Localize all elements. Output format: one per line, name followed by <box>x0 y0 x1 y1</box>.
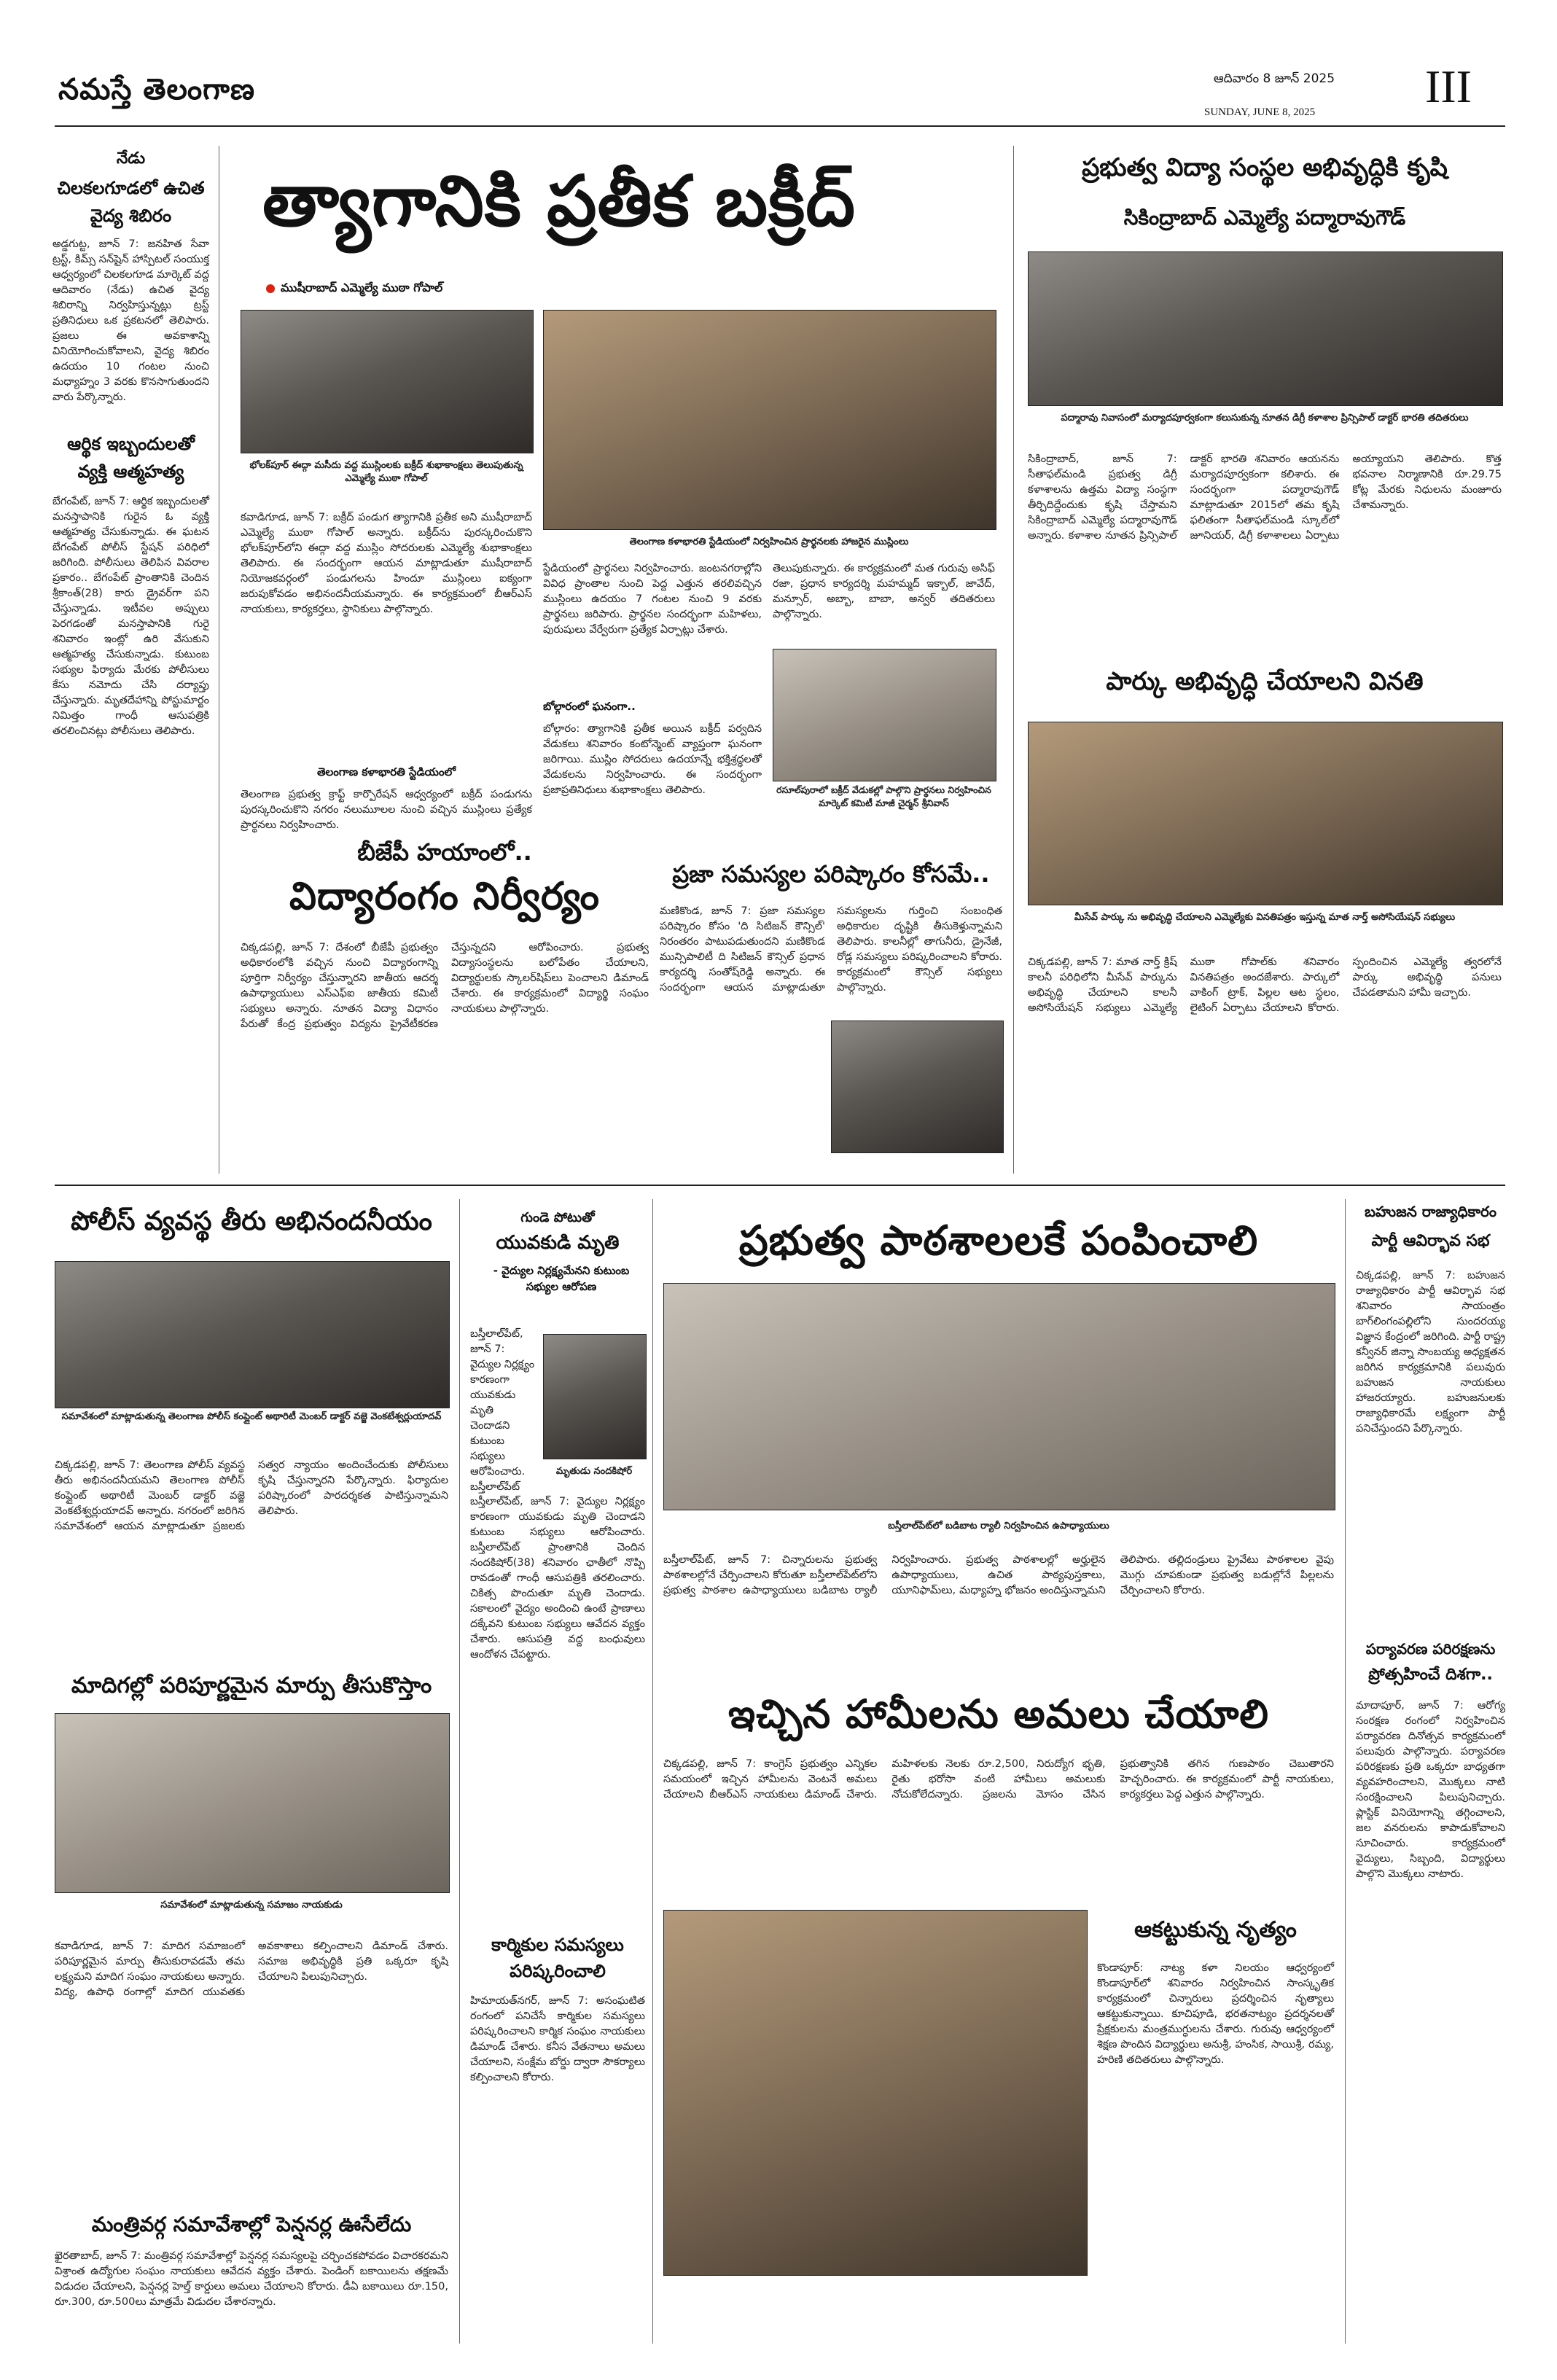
madiga-photo <box>55 1713 450 1893</box>
pensioners-body: ఖైరతాబాద్, జూన్ 7: మంత్రివర్గ సమావేశాల్లో పెన్షనర్ల సమస్యలపై చర్చించకపోవడం విచారకరమని విశ్రాంత ఉద్యోగుల సంఘం నాయకులు ఆవేదన వ్యక్తం చేశారు. పెండింగ్ బకాయిలను తక్షణమే విడుదల చేయాలని, పెన్షనర్ల హెల్త్ కార్డులు అమలు చేయాలని కోరారు. డీఏ బకాయిలు రూ.150, రూ.300, రూ.500లు మాత్రమే విడుదల చేశారన్నారు. <box>55 2250 448 2308</box>
right-photo <box>1028 251 1503 406</box>
school-photo <box>663 1283 1335 1510</box>
left-headline-2: ఆర్థిక ఇబ్బందులతో వ్యక్తి ఆత్మహత్య <box>67 434 195 482</box>
right-headline-2: పార్కు అభివృద్ధి చేయాలని వినతి <box>1106 667 1424 696</box>
lead-photo-2-caption: తెలంగాణ కళాభారతి స్టేడియంలో నిర్వహించిన ప్రార్థనలకు హాజరైన ముస్లింలు <box>629 537 909 547</box>
police-photo <box>55 1261 450 1408</box>
lead-body-5: తెలుపుకున్నారు. ఈ కార్యక్రమంలో మత గురువు అసిఫ్ రజా, ప్రధాన కార్యదర్శి మహమ్మద్ ఇక్బాల్, జావేద్, మన్సూర్, అబ్బా, బాబా, అన్వర్ తదితరులు పాల్గొన్నారు. <box>773 563 995 620</box>
death-body-cont: బస్తీలాల్‌పేట్, జూన్ 7: వైద్యుల నిర్లక్ష్యం కారణంగా యువకుడు మృతి చెందాడని కుటుంబ సభ్యులు ఆరోపించారు. బస్తీలాల్‌పేట్ ప్రాంతానికి చెందిన నందకిషోర్(38) శనివారం ఛాతీలో నొప్పి రావడంతో గాంధీ ఆసుపత్రికి తరలించారు. చికిత్స పొందుతూ మృతి చెందాడు. సకాలంలో వైద్యం అందించి ఉంటే ప్రాణాలు దక్కేవని కుటుంబ సభ్యులు ఆవేదన వ్యక్తం చేశారు. ఆసుపత్రి వద్ద బంధువులు ఆందోళన చేపట్టారు. <box>470 1496 645 1661</box>
left-kicker: నేడు <box>116 149 146 168</box>
lead-headline: త్యాగానికి ప్రతీక బక్రీద్ <box>262 160 856 242</box>
lead-body-2: తెలంగాణ ప్రభుత్వ క్రాఫ్ట్ కార్పొరేషన్ ఆధ్వర్యంలో బక్రీద్ పండుగను పురస్కరించుకొని నగరం నలుమూలల నుంచి వచ్చిన ముస్లింలు ప్రత్యేక ప్రార్థనలు నిర్వహించారు. <box>241 789 532 831</box>
column-divider <box>1013 146 1014 1174</box>
police-headline: పోలీస్ వ్యవస్థ తీరు అభినందనీయం <box>71 1206 432 1236</box>
school-headline: ప్రభుత్వ పాఠశాలలకే పంపించాలి <box>738 1217 1259 1265</box>
school-body: బస్తీలాల్‌పేట్, జూన్ 7: చిన్నారులను ప్రభుత్వ పాఠశాలల్లోనే చేర్పించాలని కోరుతూ బస్తీలాల్‌పేట్‌లోని ప్రభుత్వ పాఠశాల ఉపాధ్యాయులు బడిబాట ర్యాలీ నిర్వహించారు. ప్రభుత్వ పాఠశాలల్లో అర్హులైన ఉపాధ్యాయులు, ఉచిత పాఠ్యపుస్తకాలు, యూనిఫామ్‌లు, మధ్యాహ్న భోజనం అందిస్తున్నామని తెలిపారు. తల్లిదండ్రులు ప్రైవేటు పాఠశాలల వైపు మొగ్గు చూపకుండా ప్రభుత్వ బడుల్లోనే పిల్లలను చేర్పించాలని కోరారు. <box>663 1554 1334 1596</box>
lead-photo-3 <box>773 649 996 781</box>
workers-headline: కార్మికుల సమస్యలు పరిష్కరించాలి <box>491 1935 624 1981</box>
lead-subhead-1: తెలంగాణ కళాభారతి స్టేడియంలో <box>316 765 456 779</box>
lead-body-3: స్టేడియంలో ప్రార్థనలు నిర్వహించారు. జంటనగరాల్లోని వివిధ ప్రాంతాల నుంచి పెద్ద ఎత్తున తరలివచ్చిన ముస్లింలు ఉదయం 7 గంటల నుంచి 9 వరకు ప్రార్థనలు జరిపారు. ప్రార్థనల సందర్భంగా మహిళలు, పురుషులు వేర్వేరుగా ప్రత్యేక ఏర్పాట్లు చేశారు. <box>543 563 762 636</box>
lead-photo-3-caption: రసూల్‌పురాలో బక్రీద్ వేడుకల్లో పాల్గొని ప్రార్థనలు నిర్వహించిన మార్కెట్ కమిటీ మాజీ చైర్మన్ శ్రీనివాస్ <box>776 784 991 808</box>
pensioners-headline: మంత్రివర్గ సమావేశాల్లో పెన్షనర్ల ఊసేలేదు <box>91 2212 412 2236</box>
school-photo-caption: బస్తీలాల్‌పేట్‌లో బడిబాట ర్యాలీ నిర్వహించిన ఉపాధ్యాయులు <box>888 1521 1109 1532</box>
bullet-icon <box>266 284 275 293</box>
environment-body: మాదాపూర్, జూన్ 7: ఆరోగ్య సంరక్షణ రంగంలో నిర్వహించిన పర్యావరణ దినోత్సవ కార్యక్రమంలో పలువురు పాల్గొన్నారు. పర్యావరణ పరిరక్షణకు ప్రతి ఒక్కరూ బాధ్యతగా వ్యవహరించాలని, మొక్కలు నాటి సంరక్షించాలని పిలుపునిచ్చారు. ప్లాస్టిక్ వినియోగాన్ని తగ్గించాలని, జల వనరులను కాపాడుకోవాలని సూచించారు. కార్యక్రమంలో వైద్యులు, సిబ్బంది, విద్యార్థులు పాల్గొని మొక్కలు నాటారు. <box>1356 1700 1505 1880</box>
page-number: III <box>1425 61 1472 112</box>
column-divider <box>1345 1199 1346 2344</box>
death-headline: యువకుడి మృతి <box>496 1232 620 1254</box>
masthead-date-en: SUNDAY, JUNE 8, 2025 <box>1204 106 1316 118</box>
environment-kicker: పర్యావరణ పరిరక్షణను <box>1365 1640 1496 1658</box>
madiga-headline: మాదిగల్లో పరిపూర్ణమైన మార్పు తీసుకొస్తాం <box>71 1673 432 1698</box>
workers-body: హిమాయత్‌నగర్, జూన్ 7: అసంఘటిత రంగంలో పనిచేసే కార్మికుల సమస్యలు పరిష్కరించాలని కార్మిక సంఘం నాయకులు డిమాండ్ చేశారు. కనీస వేతనాలు అమలు చేయాలని, సంక్షేమ బోర్డు ద్వారా సౌకర్యాలు కల్పించాలని కోరారు. <box>470 1995 645 2083</box>
mid-right-photo <box>831 1021 1004 1153</box>
mid-body: చిక్కడపల్లి, జూన్ 7: దేశంలో బీజేపీ ప్రభుత్వం అధికారంలోకి వచ్చిన నుంచి విద్యారంగాన్ని పూర్తిగా నిర్వీర్యం చేస్తున్నారని జాతీయ ఆదర్శ ఉపాధ్యాయులు ఎస్ఎఫ్ఐ జాతీయ కమిటీ సభ్యులు అన్నారు. నూతన విద్యా విధానం పేరుతో కేంద్ర ప్రభుత్వం విద్యను ప్రైవేటీకరణ చేస్తున్నదని ఆరోపించారు. ప్రభుత్వ విద్యాసంస్థలను బలోపేతం చేయాలని, విద్యార్థులకు స్కాలర్‌షిప్‌లు పెంచాలని డిమాండ్ చేశారు. ఈ కార్యక్రమంలో విద్యార్థి సంఘం నాయకులు పాల్గొన్నారు. <box>241 942 649 1030</box>
dance-headline: ఆకట్టుకున్న నృత్యం <box>1134 1917 1297 1943</box>
mid-kicker: బీజేపీ హయాంలో.. <box>357 838 532 866</box>
dance-body: కొండాపూర్: నాట్య కళా నిలయం ఆధ్వర్యంలో కొండాపూర్‌లో శనివారం నిర్వహించిన సాంస్కృతిక కార్యక్రమంలో చిన్నారులు ప్రదర్శించిన నృత్యాలు ఆకట్టుకున్నాయి. కూచిపూడి, భరతనాట్యం ప్రదర్శనలతో ప్రేక్షకులను మంత్రముగ్ధులను చేశారు. గురువు ఆధ్వర్యంలో శిక్షణ పొందిన విద్యార్థులు అనుశ్రీ, హంసిక, సాయిశ్రీ, రమ్య, హరిణి తదితరులు పాల్గొన్నారు. <box>1097 1962 1334 2066</box>
right-photo-caption: పద్మారావు నివాసంలో మర్యాదపూర్వకంగా కలుసుకున్న నూతన డిగ్రీ కళాశాల ప్రిన్సిపాల్ డాక్టర్ భారతి తదితరులు <box>1061 413 1469 424</box>
lead-subhead-2: బోల్గారంలో ఘనంగా.. <box>543 700 636 713</box>
left-column <box>52 149 209 739</box>
column-divider <box>652 1199 653 2344</box>
police-photo-caption: సమావేశంలో మాట్లాడుతున్న తెలంగాణ పోలీస్ కంప్లైంట్ అథారిటీ మెంబర్ డాక్టర్ వజ్జె వెంకటేశ్వర్లుయాదవ్ <box>61 1411 442 1422</box>
lead-byline <box>266 281 442 297</box>
left-article-body: అడ్డగుట్ట, జూన్ 7: జనహిత సేవా ట్రస్ట్, కిమ్స్ సన్‌షైన్ హాస్పిటల్ సంయుక్త ఆధ్వర్యంలో చిలకలగూడ మార్కెట్ వద్ద ఆదివారం (నేడు) ఉచిత వైద్య శిబిరాన్ని నిర్వహిస్తున్నట్లు ట్రస్ట్ ప్రతినిధులు ఒక ప్రకటనలో తెలిపారు. ప్రజలు ఈ అవకాశాన్ని వినియోగించుకోవాలని, వైద్య శిబిరం ఉదయం 10 గంటల నుంచి మధ్యాహ్నం 3 వరకు కొనసాగుతుందని వారు పేర్కొన్నారు. <box>52 238 209 403</box>
environment-headline: ప్రోత్సహించే దిశగా.. <box>1368 1666 1493 1684</box>
right-headline: ప్రభుత్వ విద్యా సంస్థల అభివృద్ధికి కృషి <box>1082 153 1448 182</box>
left-headline: చిలకలగూడలో ఉచిత వైద్య శిబిరం <box>57 178 205 226</box>
right-body: సికింద్రాబాద్, జూన్ 7: సీతాఫల్‌మండి ప్రభుత్వ డిగ్రీ కళాశాలను ఉత్తమ విద్యా సంస్థగా తీర్చిదిద్దేందుకు కృషి చేస్తామని సికింద్రాబాద్ ఎమ్మెల్యే పద్మారావుగౌడ్ అన్నారు. కళాశాల నూతన ప్రిన్సిపాల్ డాక్టర్ భారతి శనివారం ఆయనను మర్యాదపూర్వకంగా కలిశారు. ఈ సందర్భంగా పద్మారావుగౌడ్ మాట్లాడుతూ 2015లో తమ కృషి ఫలితంగా సీతాఫల్‌మండి స్కూల్‌లో జూనియర్, డిగ్రీ కళాశాలలు ఏర్పాటు అయ్యాయని తెలిపారు. కొత్త భవనాల నిర్మాణానికి రూ.29.75 కోట్ల మేరకు నిధులను మంజూరు చేశామన్నారు. <box>1028 453 1502 542</box>
mid-right-body: మణికొండ, జూన్ 7: ప్రజా సమస్యల పరిష్కారం కోసం 'ది సిటిజన్ కౌన్సిల్' నిరంతరం పాటుపడుతుందని మణికొండ మున్సిపాలిటీ ది సిటిజన్ కౌన్సిల్ ప్రధాన కార్యదర్శి సంతోష్‌రెడ్డి అన్నారు. ఈ సందర్భంగా ఆయన మాట్లాడుతూ సమస్యలను గుర్తించి సంబంధిత అధికారుల దృష్టికి తీసుకెళ్తున్నామని తెలిపారు. కాలనీల్లో తాగునీరు, డ్రైనేజీ, రోడ్ల సమస్యలు పరిష్కరించాలని కోరారు. కార్యక్రమంలో కౌన్సిల్ సభ్యులు పాల్గొన్నారు. <box>660 905 1002 994</box>
bahujan-kicker: బహుజన రాజ్యాధికారం <box>1365 1203 1496 1220</box>
column-divider <box>459 1199 460 2344</box>
right-photo-2 <box>1028 722 1503 905</box>
lead-body-4: బోల్గారం: త్యాగానికి ప్రతీక అయిన బక్రీద్ పర్వదిన వేడుకలు శనివారం కంటోన్మెంట్ వ్యాప్తంగా ఘనంగా జరిగాయి. ముస్లిం సోదరులు ఉదయాన్నే భక్తిశ్రద్ధలతో వేడుకలను నిర్వహించారు. ఈ సందర్భంగా ప్రజాప్రతినిధులు శుభాకాంక్షలు తెలిపారు. <box>543 723 762 796</box>
right-photo-2-caption: మీసేవ్ పార్కు ను అభివృద్ధి చేయాలని ఎమ్మెల్యేకు వినతిపత్రం ఇస్తున్న మాత నార్త్ అసోసియేషన్ సభ్యులు <box>1074 912 1456 923</box>
right-body-2: చిక్కడపల్లి, జూన్ 7: మాత నార్త్ క్రిష్ కాలనీ పరిధిలోని మీసేవ్ పార్కును అభివృద్ధి చేయాలని కాలనీ అసోసియేషన్ సభ్యులు ఎమ్మెల్యే ముఠా గోపాల్‌కు శనివారం వినతిపత్రం అందజేశారు. పార్కులో వాకింగ్ ట్రాక్, పిల్లల ఆట స్థలం, లైటింగ్ ఏర్పాటు చేయాలని కోరారు. స్పందించిన ఎమ్మెల్యే త్వరలోనే పార్కు అభివృద్ధి పనులు చేపడతామని హామీ ఇచ్చారు. <box>1028 956 1502 1014</box>
lead-photo-1-caption: భోలక్‌పూర్ ఈద్గా మసీదు వద్ద ముస్లింలకు బక్రీద్ శుభాకాంక్షలు తెలుపుతున్న ఎమ్మెల్యే ముఠా గోపాల్ <box>249 460 523 484</box>
masthead-date-te: ఆదివారం 8 జూన్ 2025 <box>1214 71 1335 86</box>
madiga-body: కవాడిగూడ, జూన్ 7: మాదిగ సమాజంలో పరిపూర్ణమైన మార్పు తీసుకురావడమే తమ లక్ష్యమని మాదిగ సంఘం నాయకులు అన్నారు. విద్య, ఉపాధి రంగాల్లో మాదిగ యువతకు అవకాశాలు కల్పించాలని డిమాండ్ చేశారు. సమాజ అభివృద్ధికి ప్రతి ఒక్కరూ కృషి చేయాలని పిలుపునిచ్చారు. <box>55 1940 448 1998</box>
lead-photo-1 <box>241 310 534 453</box>
masthead-rule <box>55 125 1505 127</box>
section-rule <box>55 1185 1505 1186</box>
bahujan-body: చిక్కడపల్లి, జూన్ 7: బహుజన రాజ్యాధికారం పార్టీ ఆవిర్భావ సభ శనివారం సాయంత్రం బాగ్‌లింగంపల్లిలోని సుందరయ్య విజ్ఞాన కేంద్రంలో జరిగింది. పార్టీ రాష్ట్ర కన్వీనర్ జిన్నా సాంబయ్య అధ్యక్షతన జరిగిన కార్యక్రమానికి పలువురు బహుజన నాయకులు హాజరయ్యారు. బహుజనులకు రాజ్యాధికారమే లక్ష్యంగా పార్టీ పనిచేస్తుందని పేర్కొన్నారు. <box>1356 1270 1505 1435</box>
lead-byline-text: ముషీరాబాద్ ఎమ్మెల్యే ముఠా గోపాల్ <box>281 281 443 294</box>
bahujan-headline: పార్టీ ఆవిర్భావ సభ <box>1371 1232 1490 1250</box>
lead-photo-2 <box>543 310 996 530</box>
death-subhead: - వైద్యుల నిర్లక్ష్యమేనని కుటుంబ సభ్యుల ఆరోపణ <box>493 1264 630 1293</box>
police-body: చిక్కడపల్లి, జూన్ 7: తెలంగాణ పోలీస్ వ్యవస్థ తీరు అభినందనీయమని తెలంగాణ పోలీస్ కంప్లైంట్ అథారిటీ మెంబర్ డాక్టర్ వజ్జె వెంకటేశ్వర్లుయాదవ్ అన్నారు. నగరంలో జరిగిన సమావేశంలో ఆయన మాట్లాడుతూ ప్రజలకు సత్వర న్యాయం అందించేందుకు పోలీసులు కృషి చేస్తున్నారని పేర్కొన్నారు. ఫిర్యాదుల పరిష్కారంలో పారదర్శకత పాటిస్తున్నామని తెలిపారు. <box>55 1459 448 1532</box>
right-subhead: సికింద్రాబాద్ ఎమ్మెల్యే పద్మారావుగౌడ్ <box>1123 206 1406 230</box>
promises-headline: ఇచ్చిన హామీలను అమలు చేయాలి <box>728 1691 1269 1737</box>
mid-headline: విద్యారంగం నిర్వీర్యం <box>289 875 600 918</box>
death-kicker: గుండె పోటుతో <box>520 1210 595 1225</box>
promises-body: చిక్కడపల్లి, జూన్ 7: కాంగ్రెస్ ప్రభుత్వం ఎన్నికల సమయంలో ఇచ్చిన హామీలను వెంటనే అమలు చేయాలని బీఆర్ఎస్ నాయకులు డిమాండ్ చేశారు. మహిళలకు నెలకు రూ.2,500, నిరుద్యోగ భృతి, రైతు భరోసా వంటి హామీలు అమలుకు నోచుకోలేదన్నారు. ప్రజలను మోసం చేసిన ప్రభుత్వానికి తగిన గుణపాఠం చెబుతారని హెచ్చరించారు. ఈ కార్యక్రమంలో పార్టీ నాయకులు, కార్యకర్తలు పెద్ద ఎత్తున పాల్గొన్నారు. <box>663 1758 1334 1800</box>
left-article-body-2: బేగంపేట్, జూన్ 7: ఆర్థిక ఇబ్బందులతో మనస్తాపానికి గురైన ఓ వ్యక్తి ఆత్మహత్య చేసుకున్నాడు. ఈ ఘటన బేగంపేట్ పోలీస్ స్టేషన్ పరిధిలో జరిగింది. పోలీసులు తెలిపిన వివరాల ప్రకారం.. బేగంపేట్ ప్రాంతానికి చెందిన శ్రీకాంత్(28) కారు డ్రైవర్‌గా పని చేస్తున్నాడు. ఇటీవల అప్పులు పెరగడంతో మనస్తాపానికి గురై శనివారం ఇంట్లో ఉరి వేసుకుని ఆత్మహత్య చేసుకున్నాడు. కుటుంబ సభ్యుల ఫిర్యాదు మేరకు పోలీసులు కేసు నమోదు చేసి దర్యాప్తు చేస్తున్నారు. మృతదేహాన్ని పోస్టుమార్టం నిమిత్తం గాంధీ ఆసుపత్రికి తరలించినట్లు పోలీసులు తెలిపారు. <box>52 496 209 737</box>
death-photo-caption: మృతుడు నందకిషోర్ <box>555 1466 633 1477</box>
dance-photo <box>663 1910 1088 2276</box>
mid-right-kicker: ప్రజా సమస్యల పరిష్కారం కోసమే.. <box>672 860 990 888</box>
death-photo <box>543 1334 647 1459</box>
masthead-brand: నమస్తే తెలంగాణ <box>58 73 256 106</box>
madiga-photo-caption: సమావేశంలో మాట్లాడుతున్న సమాజం నాయకుడు <box>160 1900 343 1911</box>
death-body: బస్తీలాల్‌పేట్, జూన్ 7: వైద్యుల నిర్లక్ష్యం కారణంగా యువకుడు మృతి చెందాడని కుటుంబ సభ్యులు ఆరోపించారు. బస్తీలాల్‌పేట్ <box>470 1328 535 1493</box>
lead-body-1: కవాడిగూడ, జూన్ 7: బక్రీద్ పండుగ త్యాగానికి ప్రతీక అని ముషీరాబాద్ ఎమ్మెల్యే ముఠా గోపాల్ అన్నారు. బక్రీద్‌ను పురస్కరించుకొని భోలక్‌పూర్‌లోని ఈద్గా వద్ద ముస్లిం సోదరులకు ఎమ్మెల్యే శుభాకాంక్షలు తెలిపారు. ఈ సందర్భంగా ఆయన మాట్లాడుతూ ముషీరాబాద్ నియోజకవర్గంలో పండుగలను హిందూ ముస్లింలు ఐక్యంగా జరుపుకోవడం అభినందనీయమన్నారు. ఈ కార్యక్రమంలో బీఆర్ఎస్ నాయకులు, కార్యకర్తలు, స్థానికులు పాల్గొన్నారు. <box>241 512 532 615</box>
